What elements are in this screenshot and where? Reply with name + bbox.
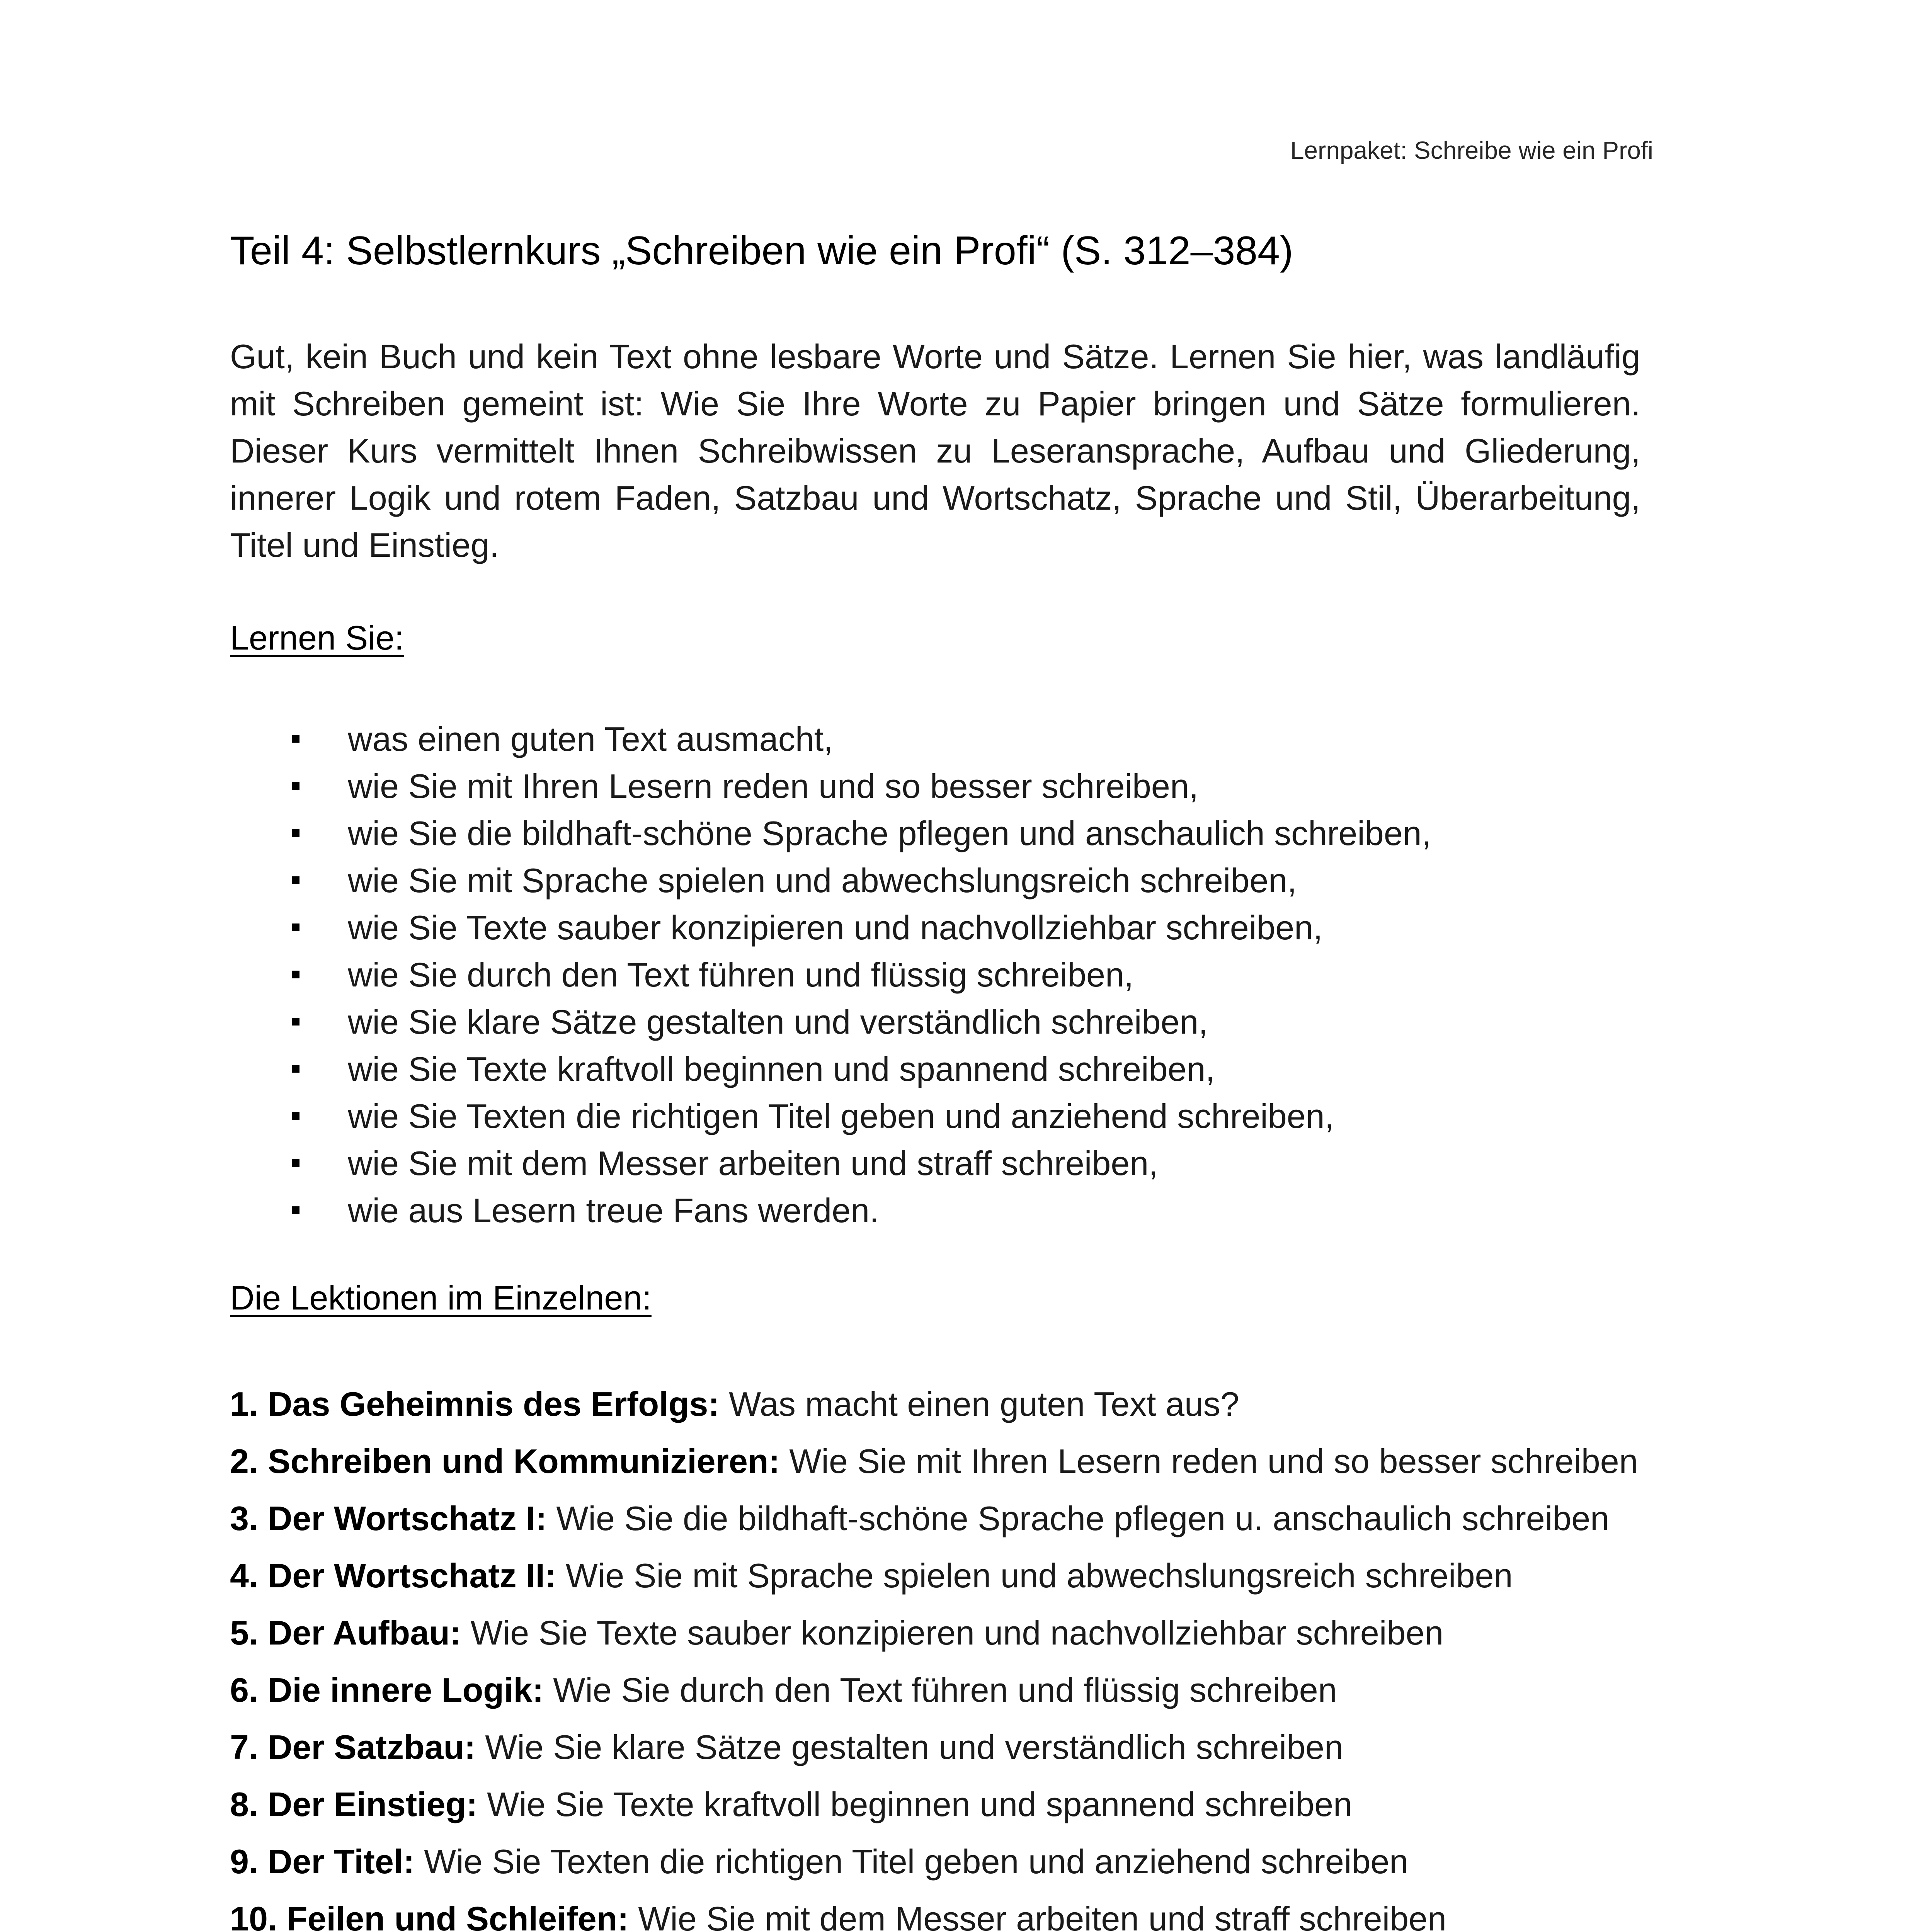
intro-paragraph: Gut, kein Buch und kein Text ohne lesbare Worte und Sätze. Lernen Sie hier, was landläufig mit Schreiben gemeint ist: Wie Sie Ihre Worte zu Papier bringen und Sätze formulieren. Dieser Kurs vermittelt Ihnen Schreibwissen zu Leseransprache, Aufbau und Gliederung, innerer Logik und rotem Faden, Satzbau und Wortschatz, Sprache und Stil, Überarbeitung, Titel und Einstieg.	[230, 337, 1640, 564]
square-bullet-icon	[292, 735, 299, 743]
lesson-description: Wie Sie Texte sauber konzipieren und nachvollziehbar schreiben	[470, 1614, 1444, 1652]
lesson-title: 4. Der Wortschatz II:	[230, 1556, 556, 1595]
lesson-item	[230, 1490, 1679, 1547]
square-bullet-icon	[292, 829, 299, 837]
list-item	[230, 904, 1660, 951]
lesson-item	[230, 1833, 1679, 1890]
lesson-item	[230, 1662, 1679, 1719]
list-item	[230, 763, 1660, 810]
lesson-item	[230, 1776, 1679, 1833]
list-item-text: wie Sie mit dem Messer arbeiten und straff schreiben,	[348, 1144, 1158, 1182]
list-item-text: wie aus Lesern treue Fans werden.	[348, 1191, 879, 1230]
lesson-description: Wie Sie mit Sprache spielen und abwechslungsreich schreiben	[565, 1556, 1513, 1595]
section-title: Teil 4: Selbstlernkurs „Schreiben wie ein Profi“ (S. 312–384)	[230, 228, 1293, 273]
list-item	[230, 1140, 1660, 1187]
lesson-title: 5. Der Aufbau:	[230, 1614, 461, 1652]
lesson-item	[230, 1376, 1679, 1433]
learn-list	[230, 716, 1660, 1234]
lesson-description: Wie Sie mit Ihren Lesern reden und so besser schreiben	[789, 1442, 1638, 1480]
list-item-text: wie Sie mit Sprache spielen und abwechslungsreich schreiben,	[348, 861, 1297, 900]
lesson-item	[230, 1604, 1679, 1662]
list-item-text: was einen guten Text ausmacht,	[348, 720, 833, 758]
lesson-title: 10. Feilen und Schleifen:	[230, 1900, 629, 1932]
lessons-list	[230, 1376, 1679, 1932]
lesson-title: 1. Das Geheimnis des Erfolgs:	[230, 1385, 720, 1423]
list-item-text: wie Sie Texte sauber konzipieren und nachvollziehbar schreiben,	[348, 908, 1323, 947]
list-item	[230, 951, 1660, 998]
learn-heading: Lernen Sie:	[230, 619, 404, 657]
square-bullet-icon	[292, 782, 299, 790]
list-item	[230, 1046, 1660, 1093]
square-bullet-icon	[292, 923, 299, 931]
lesson-title: 6. Die innere Logik:	[230, 1671, 544, 1709]
square-bullet-icon	[292, 1112, 299, 1120]
list-item	[230, 810, 1660, 857]
lesson-title: 9. Der Titel:	[230, 1842, 415, 1881]
lesson-description: Wie Sie mit dem Messer arbeiten und straff schreiben	[638, 1900, 1446, 1932]
square-bullet-icon	[292, 1159, 299, 1167]
lesson-title: 7. Der Satzbau:	[230, 1728, 476, 1766]
lessons-heading: Die Lektionen im Einzelnen:	[230, 1279, 652, 1317]
lesson-description: Wie Sie klare Sätze gestalten und verständlich schreiben	[485, 1728, 1343, 1766]
square-bullet-icon	[292, 876, 299, 884]
lesson-title: 2. Schreiben und Kommunizieren:	[230, 1442, 780, 1480]
lesson-title: 3. Der Wortschatz I:	[230, 1499, 547, 1537]
running-header: Lernpaket: Schreibe wie ein Profi	[1290, 136, 1653, 164]
square-bullet-icon	[292, 971, 299, 978]
square-bullet-icon	[292, 1206, 299, 1214]
lesson-item	[230, 1719, 1679, 1776]
square-bullet-icon	[292, 1065, 299, 1073]
lesson-description: Wie Sie durch den Text führen und flüssig schreiben	[553, 1671, 1337, 1709]
list-item	[230, 998, 1660, 1046]
lesson-item	[230, 1547, 1679, 1604]
list-item-text: wie Sie Texten die richtigen Titel geben und anziehend schreiben,	[348, 1097, 1334, 1135]
list-item-text: wie Sie klare Sätze gestalten und verständlich schreiben,	[348, 1003, 1208, 1041]
lesson-description: Was macht einen guten Text aus?	[729, 1385, 1239, 1423]
list-item-text: wie Sie durch den Text führen und flüssig schreiben,	[348, 956, 1134, 994]
list-item-text: wie Sie Texte kraftvoll beginnen und spannend schreiben,	[348, 1050, 1215, 1088]
lesson-description: Wie Sie die bildhaft-schöne Sprache pflegen u. anschaulich schreiben	[556, 1499, 1610, 1537]
list-item-text: wie Sie die bildhaft-schöne Sprache pflegen und anschaulich schreiben,	[348, 814, 1431, 852]
list-item	[230, 1187, 1660, 1234]
lesson-description: Wie Sie Texte kraftvoll beginnen und spannend schreiben	[487, 1785, 1353, 1823]
lesson-description: Wie Sie Texten die richtigen Titel geben und anziehend schreiben	[424, 1842, 1409, 1881]
list-item-text: wie Sie mit Ihren Lesern reden und so besser schreiben,	[348, 767, 1199, 805]
list-item	[230, 716, 1660, 763]
square-bullet-icon	[292, 1018, 299, 1026]
list-item	[230, 1093, 1660, 1140]
list-item	[230, 857, 1660, 904]
lesson-title: 8. Der Einstieg:	[230, 1785, 478, 1823]
lesson-item	[230, 1890, 1679, 1932]
lesson-item	[230, 1433, 1679, 1490]
